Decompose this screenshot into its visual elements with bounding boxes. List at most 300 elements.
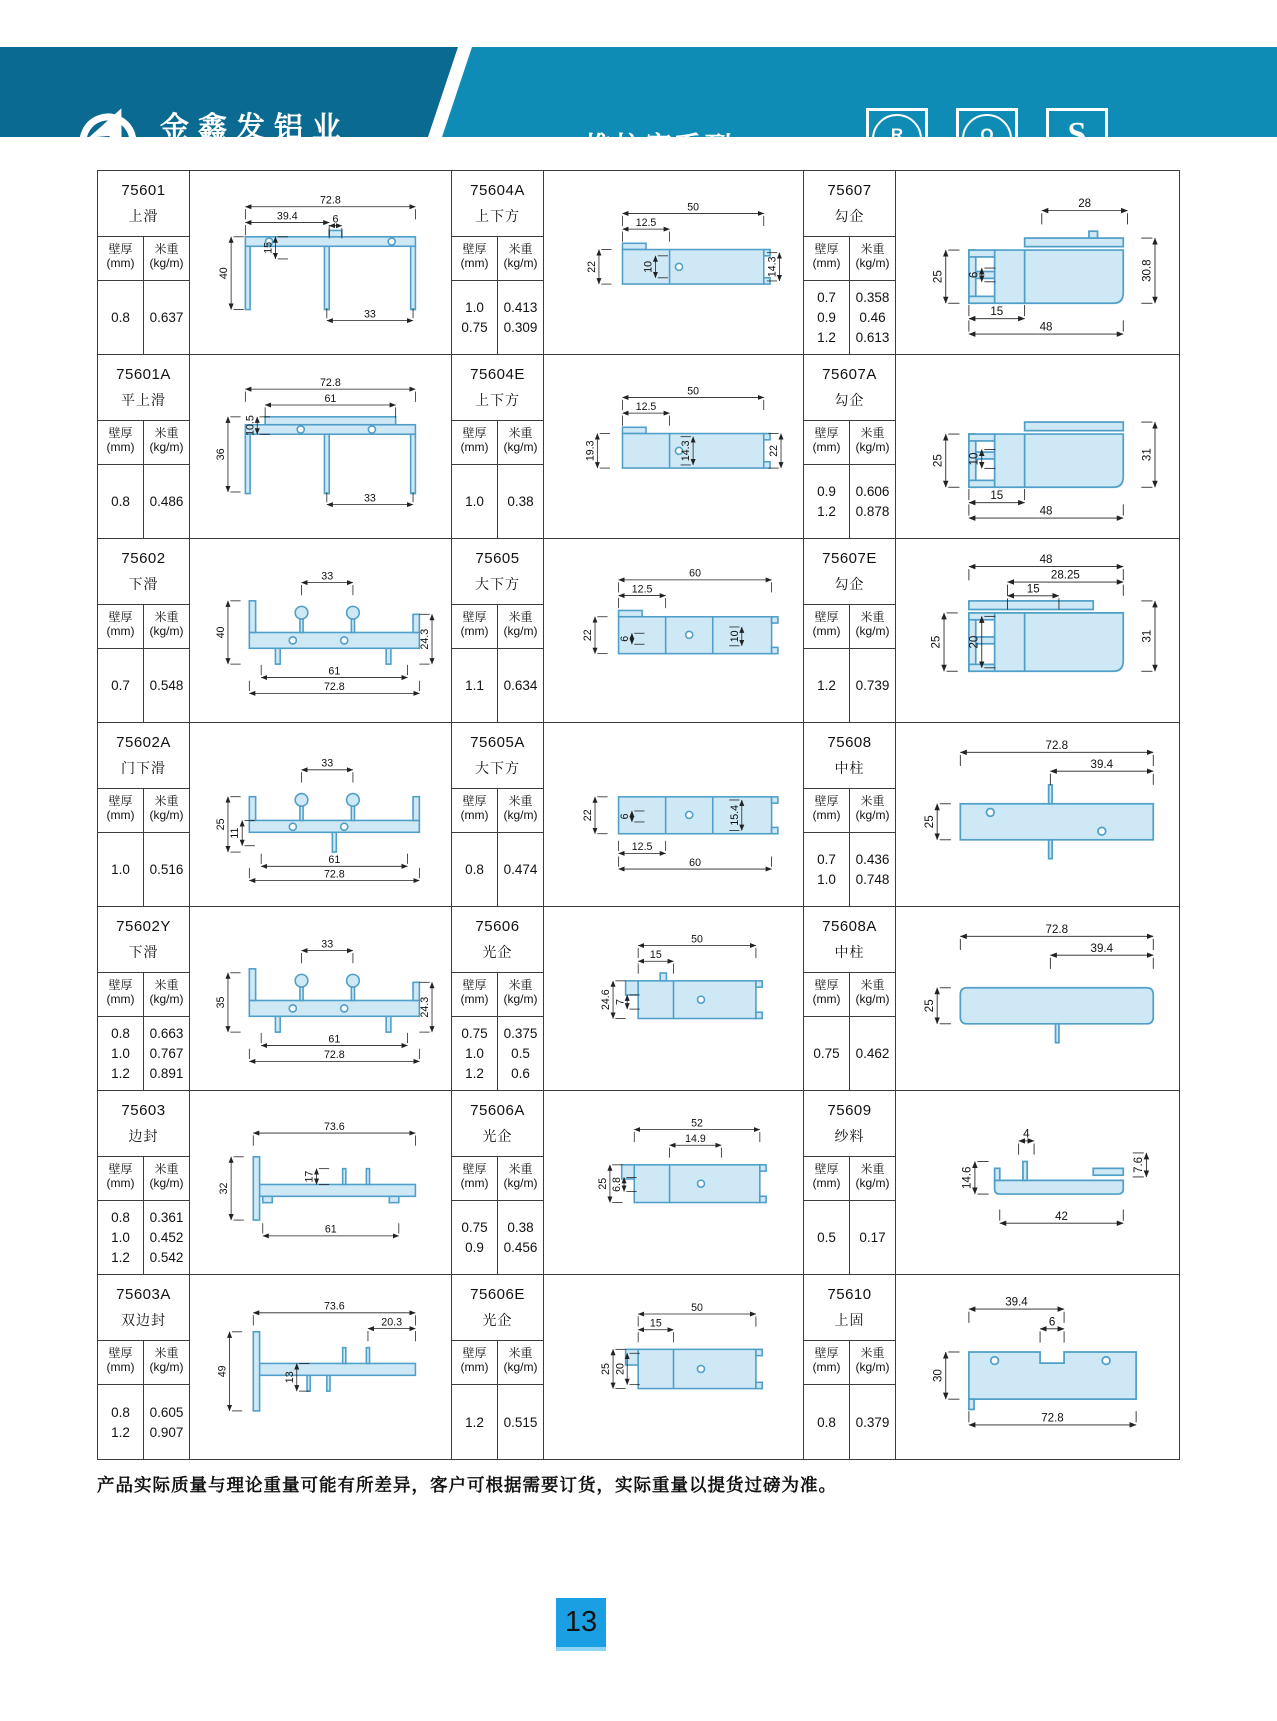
profile-cell-75605 — [452, 539, 804, 722]
weight-value: 0.6 — [511, 1066, 530, 1081]
col-header-weight: 米重 (kg/m) — [503, 242, 538, 270]
svg-text:7.6: 7.6 — [1133, 1156, 1146, 1173]
svg-text:72.8: 72.8 — [323, 1049, 345, 1062]
thickness-value: 1.2 — [111, 1424, 130, 1440]
col-header-weight: 米重 (kg/m) — [149, 978, 184, 1006]
col-header-weight: 米重 (kg/m) — [855, 794, 890, 822]
svg-text:12.5: 12.5 — [635, 401, 657, 414]
weight-values — [144, 1385, 189, 1459]
profile-name: 光企 — [482, 943, 513, 960]
spec-table — [804, 539, 896, 722]
profile-drawing-75604A — [544, 171, 803, 354]
svg-text:10.5: 10.5 — [244, 415, 257, 436]
col-header-thickness: 壁厚 (mm) — [804, 605, 850, 648]
svg-text:33: 33 — [364, 492, 376, 505]
svg-text:49: 49 — [216, 1365, 229, 1378]
profile-cell-75605A — [452, 723, 804, 906]
thickness-values — [452, 649, 498, 722]
thickness-values — [452, 1385, 498, 1459]
col-header-thickness: 壁厚 (mm) — [98, 421, 144, 464]
weight-value: 0.379 — [855, 1414, 890, 1430]
model-number: 75602Y — [116, 917, 171, 935]
weight-values — [850, 1201, 895, 1274]
weight-value: 0.748 — [855, 872, 890, 887]
profile-drawing-75607 — [896, 171, 1179, 354]
col-header-weight: 米重 (kg/m) — [503, 794, 538, 822]
svg-text:4: 4 — [1023, 1128, 1030, 1141]
weight-value: 0.606 — [855, 484, 890, 499]
svg-text:33: 33 — [364, 308, 376, 321]
spec-table — [804, 171, 896, 354]
profile-drawing-75608A — [896, 907, 1179, 1090]
svg-text:15: 15 — [990, 306, 1004, 319]
col-header-weight: 米重 (kg/m) — [149, 1346, 184, 1374]
model-number: 75607A — [822, 365, 877, 383]
col-header-weight: 米重 (kg/m) — [149, 242, 184, 270]
thickness-value: 1.0 — [817, 872, 836, 887]
thickness-value: 1.2 — [465, 1066, 484, 1081]
weight-value: 0.663 — [149, 1026, 184, 1041]
weight-value: 0.456 — [503, 1240, 538, 1255]
profile-name: 中柱 — [834, 943, 865, 960]
svg-text:15: 15 — [1026, 583, 1040, 596]
weight-values — [498, 281, 543, 354]
model-number: 75606A — [470, 1101, 525, 1119]
svg-text:33: 33 — [321, 757, 334, 770]
svg-text:31: 31 — [1141, 629, 1154, 643]
cert-badge-q-icon: Q CQM — [956, 108, 1018, 170]
svg-text:19.3: 19.3 — [584, 440, 597, 462]
weight-value: 0.516 — [149, 862, 184, 877]
profile-drawing-75608 — [896, 723, 1179, 906]
svg-text:40: 40 — [215, 626, 228, 639]
profile-name: 边封 — [128, 1127, 159, 1144]
thickness-value: 0.5 — [817, 1230, 836, 1245]
model-number: 75604A — [470, 181, 525, 199]
col-header-weight: 米重 (kg/m) — [855, 426, 890, 454]
weight-values — [144, 1017, 189, 1090]
profile-cell-75602A — [98, 723, 452, 906]
col-header-thickness: 壁厚 (mm) — [804, 237, 850, 280]
thickness-values — [804, 1017, 850, 1090]
weight-value: 0.515 — [503, 1414, 538, 1430]
svg-text:39.4: 39.4 — [1005, 1296, 1028, 1309]
thickness-values — [804, 833, 850, 906]
svg-text:25: 25 — [930, 635, 943, 649]
svg-text:39.4: 39.4 — [1090, 942, 1114, 955]
svg-text:50: 50 — [687, 201, 700, 214]
svg-text:39.4: 39.4 — [276, 210, 298, 223]
col-header-weight: 米重 (kg/m) — [503, 1346, 538, 1374]
profile-cell-75606 — [452, 907, 804, 1090]
thickness-value: 1.0 — [465, 300, 484, 315]
svg-text:48: 48 — [1039, 554, 1053, 567]
weight-value: 0.605 — [149, 1404, 184, 1420]
profile-cell-75610 — [804, 1275, 1179, 1459]
weight-value: 0.767 — [149, 1046, 184, 1061]
svg-text:15: 15 — [262, 241, 275, 254]
thickness-values — [98, 465, 144, 538]
svg-text:6: 6 — [618, 813, 631, 820]
col-header-thickness: 壁厚 (mm) — [452, 421, 498, 464]
profile-cell-75607 — [804, 171, 1179, 354]
svg-text:15: 15 — [649, 1317, 662, 1330]
col-header-thickness: 壁厚 (mm) — [98, 1341, 144, 1384]
profile-cell-75606E — [452, 1275, 804, 1459]
col-header-thickness: 壁厚 (mm) — [98, 237, 144, 280]
svg-text:32: 32 — [218, 1182, 231, 1195]
svg-text:25: 25 — [215, 818, 228, 831]
thickness-values — [452, 281, 498, 354]
weight-value: 0.548 — [149, 678, 184, 693]
thickness-value: 0.75 — [461, 1026, 488, 1041]
thickness-values — [452, 833, 498, 906]
profile-name: 门下滑 — [121, 759, 166, 776]
svg-text:6: 6 — [618, 635, 631, 642]
model-number: 75601 — [121, 181, 166, 199]
svg-text:73.6: 73.6 — [323, 1300, 345, 1313]
cert-badges — [866, 108, 1108, 170]
model-number: 75603 — [121, 1101, 166, 1119]
company-name-en: JINXINFA ALUMINUM — [162, 143, 335, 159]
profile-name: 平上滑 — [121, 391, 166, 408]
spec-table — [452, 171, 544, 354]
col-header-weight: 米重 (kg/m) — [855, 1346, 890, 1374]
thickness-value: 0.8 — [111, 1404, 130, 1420]
svg-text:48: 48 — [1039, 505, 1053, 518]
svg-text:72.8: 72.8 — [1041, 1412, 1064, 1425]
weight-values — [144, 465, 189, 538]
profile-name: 光企 — [482, 1127, 513, 1144]
thickness-value: 0.9 — [817, 484, 836, 499]
model-number: 75604E — [470, 365, 525, 383]
model-number: 75608 — [827, 733, 872, 751]
model-number: 75608A — [822, 917, 877, 935]
col-header-thickness: 壁厚 (mm) — [452, 1157, 498, 1200]
thickness-value: 0.8 — [111, 310, 130, 325]
weight-values — [144, 649, 189, 722]
thickness-value: 0.75 — [461, 320, 488, 335]
spec-table — [452, 355, 544, 538]
model-number: 75607E — [822, 549, 877, 567]
svg-text:50: 50 — [687, 385, 700, 398]
thickness-values — [98, 833, 144, 906]
svg-text:22: 22 — [768, 444, 781, 457]
profile-name: 上固 — [834, 1311, 865, 1328]
profile-cell-75602 — [98, 539, 452, 722]
svg-text:20: 20 — [614, 1363, 627, 1375]
thickness-value: 0.8 — [111, 494, 130, 509]
profile-drawing-75602Y — [190, 907, 451, 1090]
profile-cell-75604A — [452, 171, 804, 354]
weight-values — [850, 833, 895, 906]
thickness-value: 0.9 — [817, 310, 836, 325]
svg-text:30.8: 30.8 — [1141, 259, 1154, 282]
thickness-values — [98, 1201, 144, 1274]
profile-drawing-75601A — [190, 355, 451, 538]
svg-text:61: 61 — [324, 392, 337, 405]
profile-name: 上滑 — [128, 207, 159, 224]
svg-text:48: 48 — [1039, 321, 1053, 334]
thickness-value: 0.7 — [817, 290, 836, 305]
profile-cell-75608 — [804, 723, 1179, 906]
model-number: 75610 — [827, 1285, 872, 1303]
svg-text:50: 50 — [691, 933, 703, 946]
col-header-weight: 米重 (kg/m) — [855, 1162, 890, 1190]
svg-text:72.8: 72.8 — [1045, 739, 1069, 752]
col-header-thickness: 壁厚 (mm) — [452, 237, 498, 280]
svg-text:25: 25 — [932, 270, 945, 284]
svg-text:6.8: 6.8 — [611, 1177, 624, 1192]
model-number: 75605 — [475, 549, 520, 567]
spec-table — [452, 1275, 544, 1459]
svg-text:14.9: 14.9 — [685, 1133, 706, 1146]
profile-name: 光企 — [482, 1311, 513, 1328]
svg-text:60: 60 — [689, 567, 701, 580]
spec-table — [98, 539, 190, 722]
spec-table — [98, 1091, 190, 1274]
cert-badge-s-icon: S 生产许可 — [1046, 108, 1108, 170]
svg-text:6: 6 — [332, 213, 339, 226]
profile-drawing-75607A — [896, 355, 1179, 538]
series-title: 756 推拉窗系列 — [520, 132, 735, 162]
weight-value: 0.38 — [507, 494, 534, 509]
col-header-weight: 米重 (kg/m) — [855, 242, 890, 270]
col-header-weight: 米重 (kg/m) — [503, 426, 538, 454]
company-name-cn: 金鑫发铝业 — [160, 112, 351, 144]
grid-row — [98, 355, 1179, 539]
svg-text:25: 25 — [923, 999, 936, 1013]
svg-text:24.6: 24.6 — [600, 989, 613, 1010]
profile-cell-75603A — [98, 1275, 452, 1459]
svg-text:25: 25 — [923, 815, 936, 829]
profile-drawing-75609 — [896, 1091, 1179, 1274]
profile-name: 大下方 — [475, 575, 520, 592]
profile-drawing-75606 — [544, 907, 803, 1090]
svg-text:61: 61 — [328, 665, 341, 678]
col-header-thickness: 壁厚 (mm) — [804, 1157, 850, 1200]
thickness-value: 0.8 — [817, 1414, 836, 1430]
weight-values — [850, 649, 895, 722]
weight-value: 0.375 — [503, 1026, 538, 1041]
profile-name: 大下方 — [475, 759, 520, 776]
svg-text:22: 22 — [586, 260, 599, 273]
spec-table — [98, 355, 190, 538]
svg-text:15: 15 — [990, 490, 1004, 503]
thickness-values — [804, 465, 850, 538]
thickness-value: 0.8 — [111, 1026, 130, 1041]
profile-name: 下滑 — [128, 575, 159, 592]
svg-text:6: 6 — [1048, 1316, 1056, 1329]
weight-values — [850, 1017, 895, 1090]
spec-table — [98, 171, 190, 354]
svg-text:73.6: 73.6 — [323, 1120, 345, 1133]
model-number: 75602 — [121, 549, 166, 567]
svg-text:10: 10 — [728, 630, 741, 643]
thickness-values — [98, 649, 144, 722]
profile-drawing-75601 — [190, 171, 451, 354]
weight-value: 0.413 — [503, 300, 538, 315]
model-number: 75606 — [475, 917, 520, 935]
svg-text:72.8: 72.8 — [320, 376, 341, 389]
profile-drawing-75604E — [544, 355, 803, 538]
thickness-value: 0.7 — [817, 852, 836, 867]
weight-values — [498, 833, 543, 906]
spec-table — [804, 907, 896, 1090]
spec-table — [98, 723, 190, 906]
spec-table — [804, 1091, 896, 1274]
svg-text:14.3: 14.3 — [766, 256, 779, 278]
thickness-values — [452, 1201, 498, 1274]
col-header-weight: 米重 (kg/m) — [855, 610, 890, 638]
thickness-value: 1.0 — [111, 1230, 130, 1245]
thickness-value: 0.8 — [111, 1210, 130, 1225]
model-number: 75606E — [470, 1285, 525, 1303]
col-header-weight: 米重 (kg/m) — [149, 1162, 184, 1190]
col-header-thickness: 壁厚 (mm) — [804, 789, 850, 832]
profile-drawing-75602A — [190, 723, 451, 906]
col-header-weight: 米重 (kg/m) — [149, 610, 184, 638]
svg-text:72.8: 72.8 — [323, 868, 345, 881]
svg-text:60: 60 — [689, 856, 701, 869]
col-header-thickness: 壁厚 (mm) — [452, 1341, 498, 1384]
profile-cell-75609 — [804, 1091, 1179, 1274]
col-header-weight: 米重 (kg/m) — [503, 978, 538, 1006]
svg-text:20.3: 20.3 — [381, 1316, 403, 1329]
thickness-value: 1.0 — [465, 494, 484, 509]
spec-table — [452, 539, 544, 722]
weight-values — [850, 1385, 895, 1459]
svg-text:14.6: 14.6 — [961, 1166, 974, 1190]
svg-text:31: 31 — [1141, 448, 1154, 462]
weight-value: 0.309 — [503, 320, 538, 335]
thickness-value: 1.1 — [465, 678, 484, 693]
svg-text:22: 22 — [582, 629, 595, 642]
model-number: 75607 — [827, 181, 872, 199]
weight-value: 0.5 — [511, 1046, 530, 1061]
thickness-value: 0.8 — [465, 862, 484, 877]
svg-text:14.3: 14.3 — [680, 440, 693, 462]
weight-values — [498, 1017, 543, 1090]
thickness-value: 1.2 — [817, 330, 836, 345]
thickness-value: 1.2 — [817, 504, 836, 519]
svg-text:25: 25 — [600, 1363, 613, 1375]
profile-cell-75601A — [98, 355, 452, 538]
profile-cell-75606A — [452, 1091, 804, 1274]
profile-drawing-75610 — [896, 1275, 1179, 1459]
col-header-thickness: 壁厚 (mm) — [804, 421, 850, 464]
profile-cell-75607A — [804, 355, 1179, 538]
weight-value: 0.907 — [149, 1424, 184, 1440]
svg-text:7: 7 — [614, 999, 627, 1005]
col-header-thickness: 壁厚 (mm) — [804, 1341, 850, 1384]
svg-text:22: 22 — [582, 809, 595, 822]
thickness-values — [452, 1017, 498, 1090]
weight-values — [498, 649, 543, 722]
model-number: 75603A — [116, 1285, 171, 1303]
weight-value: 0.634 — [503, 678, 538, 693]
profile-name: 勾企 — [834, 207, 865, 224]
svg-text:15.4: 15.4 — [728, 804, 741, 826]
weight-value: 0.739 — [855, 678, 890, 693]
profile-cell-75603 — [98, 1091, 452, 1274]
svg-text:50: 50 — [691, 1301, 703, 1314]
thickness-values — [804, 1385, 850, 1459]
thickness-value: 0.75 — [813, 1046, 840, 1061]
col-header-thickness: 壁厚 (mm) — [98, 605, 144, 648]
weight-values — [850, 465, 895, 538]
thickness-values — [804, 281, 850, 354]
weight-value: 0.474 — [503, 862, 538, 877]
weight-value: 0.361 — [149, 1210, 184, 1225]
col-header-weight: 米重 (kg/m) — [503, 610, 538, 638]
profile-name: 上下方 — [475, 207, 520, 224]
grid-row — [98, 539, 1179, 723]
weight-value: 0.486 — [149, 494, 184, 509]
thickness-value: 0.9 — [465, 1240, 484, 1255]
model-number: 75601A — [116, 365, 171, 383]
svg-text:6: 6 — [968, 271, 981, 279]
svg-text:33: 33 — [321, 938, 334, 951]
thickness-value: 1.0 — [111, 862, 130, 877]
profile-drawing-75606E — [544, 1275, 803, 1459]
svg-text:36: 36 — [215, 448, 228, 461]
thickness-values — [98, 1385, 144, 1459]
col-header-weight: 米重 (kg/m) — [855, 978, 890, 1006]
col-header-weight: 米重 (kg/m) — [503, 1162, 538, 1190]
svg-text:28: 28 — [1078, 198, 1092, 211]
svg-text:20: 20 — [968, 635, 981, 649]
weight-value: 0.542 — [149, 1250, 184, 1265]
svg-text:30: 30 — [932, 1369, 945, 1383]
svg-text:61: 61 — [328, 854, 341, 867]
profile-name: 双边封 — [121, 1311, 166, 1328]
weight-value: 0.462 — [855, 1046, 890, 1061]
weight-value: 0.891 — [149, 1066, 184, 1081]
svg-text:10: 10 — [642, 260, 655, 273]
thickness-value: 1.0 — [111, 1046, 130, 1061]
model-number: 75602A — [116, 733, 171, 751]
thickness-values — [98, 1017, 144, 1090]
weight-values — [498, 1385, 543, 1459]
svg-text:72.8: 72.8 — [320, 194, 341, 207]
col-header-thickness: 壁厚 (mm) — [452, 973, 498, 1016]
svg-text:12.5: 12.5 — [631, 583, 653, 596]
weight-value: 0.358 — [855, 290, 890, 305]
svg-text:17: 17 — [303, 1170, 316, 1183]
profile-drawing-75606A — [544, 1091, 803, 1274]
col-header-thickness: 壁厚 (mm) — [98, 973, 144, 1016]
svg-text:72.8: 72.8 — [323, 681, 345, 694]
weight-values — [850, 281, 895, 354]
col-header-weight: 米重 (kg/m) — [149, 794, 184, 822]
cert-badge-r-icon: R CQM — [866, 108, 928, 170]
svg-text:61: 61 — [328, 1033, 341, 1046]
profile-drawing-75603 — [190, 1091, 451, 1274]
profile-cell-75602Y — [98, 907, 452, 1090]
svg-text:52: 52 — [691, 1117, 703, 1130]
profile-name: 下滑 — [128, 943, 159, 960]
svg-text:28.25: 28.25 — [1050, 569, 1080, 582]
svg-text:39.4: 39.4 — [1090, 758, 1114, 771]
spec-table — [452, 1091, 544, 1274]
col-header-thickness: 壁厚 (mm) — [98, 789, 144, 832]
profile-drawing-75607E — [896, 539, 1179, 722]
company-logo-icon — [74, 104, 146, 174]
thickness-values — [452, 465, 498, 538]
svg-text:61: 61 — [324, 1223, 337, 1236]
spec-table — [452, 723, 544, 906]
